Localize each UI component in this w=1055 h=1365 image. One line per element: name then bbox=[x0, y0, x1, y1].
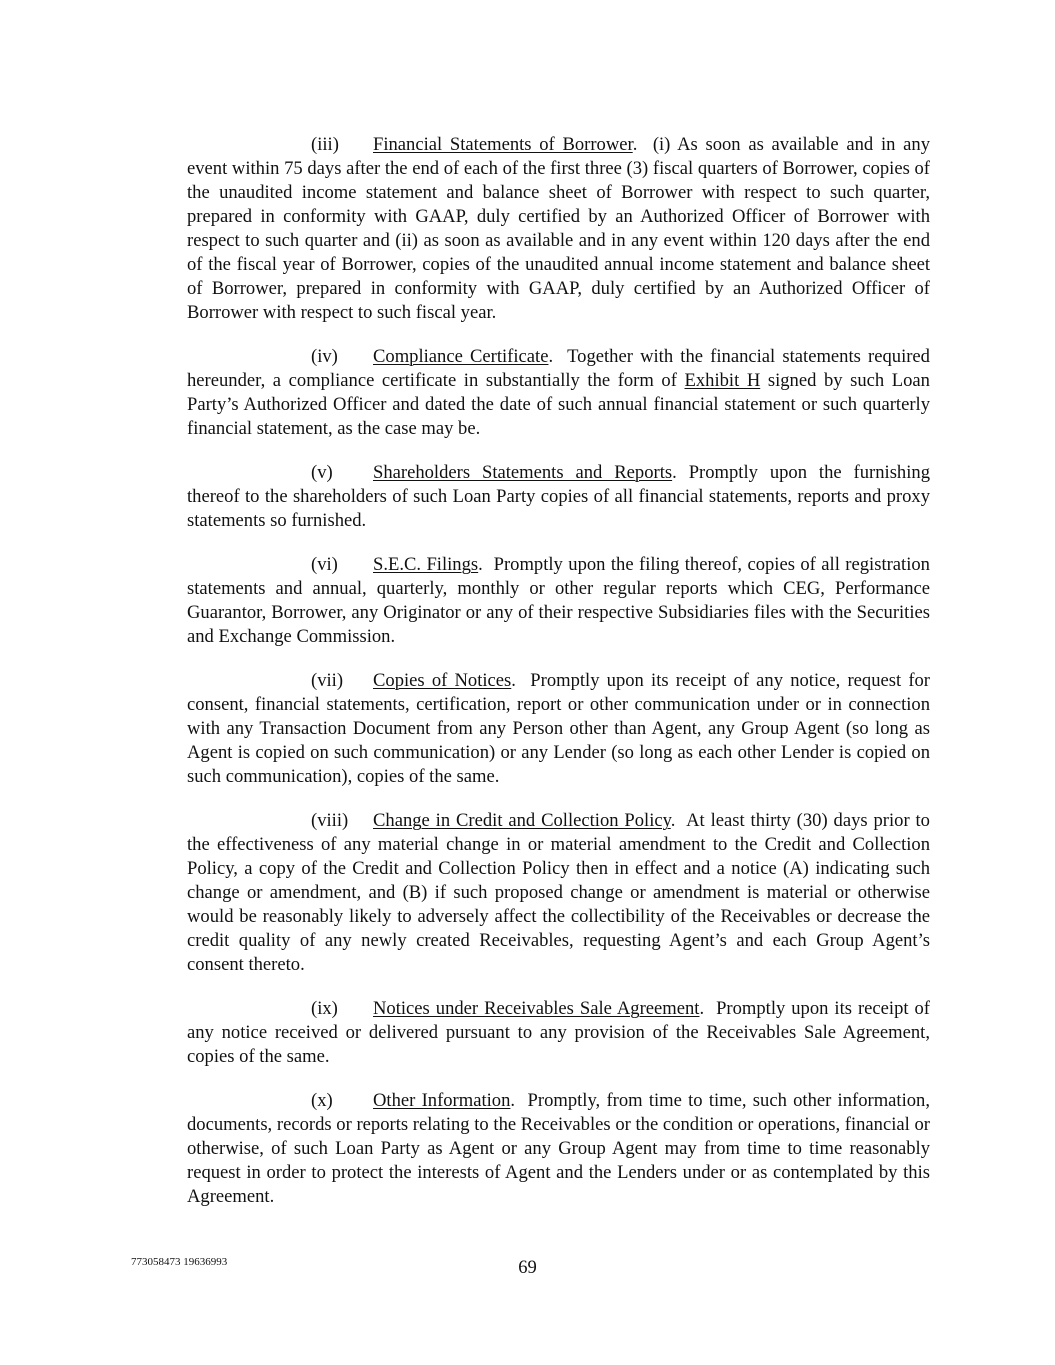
page-number: 69 bbox=[518, 1257, 537, 1278]
paragraph-number: (iv) bbox=[311, 346, 338, 367]
paragraph-heading: Change in Credit and Collection Policy bbox=[373, 810, 671, 831]
document-body bbox=[187, 133, 930, 1229]
paragraph-number: (vii) bbox=[311, 670, 344, 691]
paragraph-vi: (vi) S.E.C. Filings. Promptly upon the filing thereof, copies of all registration statements and annual, quarterly, monthly or other regular reports which CEG, Performance Guarantor, Borrower, any Originator or any of their respective Subsidiaries files with the Securities and Exchange Commission. bbox=[187, 554, 930, 647]
paragraph-text: At least thirty (30) days prior to the effectiveness of any material change in or material amendment to the Credit and Collection Policy, a copy of the Credit and Collection Policy then in effect and a notice (A) indicating such change or amendment, and (B) if such proposed change or amendment is material or otherwise would be reasonably likely to adversely affect the collectibility of the Receivables or decrease the credit quality of any newly created Receivables, requesting Agent’s and each Group Agent’s consent thereto. bbox=[187, 810, 930, 975]
paragraph-number: (x) bbox=[311, 1090, 333, 1111]
paragraph-number: (v) bbox=[311, 462, 333, 483]
paragraph-text: Promptly upon its receipt of any notice received or delivered pursuant to any provision of the Receivables Sale Agreement, copies of the same. bbox=[187, 998, 930, 1067]
paragraph-number: (viii) bbox=[311, 810, 349, 831]
paragraph-text: Promptly, from time to time, such other information, documents, records or reports relating to the Receivables or the condition or operations, financial or otherwise, of such Loan Party as Agent or any Group Agent may from time to time reasonably request in order to protect the interests of Agent and the Lenders under or as contemplated by this Agreement. bbox=[187, 1090, 930, 1207]
paragraph-text: Promptly upon the furnishing thereof to the shareholders of such Loan Party copies of all financial statements, reports and proxy statements so furnished. bbox=[187, 462, 930, 531]
paragraph-text: Promptly upon the filing thereof, copies of all registration statements and annual, quarterly, monthly or other regular reports which CEG, Performance Guarantor, Borrower, any Originator or any of their respective Subsidiaries files with the Securities and Exchange Commission. bbox=[187, 554, 930, 647]
paragraph-v: (v) Shareholders Statements and Reports. Promptly upon the furnishing thereof to the shareholders of such Loan Party copies of all financial statements, reports and proxy statements so furnished. bbox=[187, 462, 930, 531]
paragraph-heading: Notices under Receivables Sale Agreement bbox=[373, 998, 700, 1019]
paragraph-text-continued: signed by such Loan Party’s Authorized Officer and dated the date of such annual financial statement or such quarterly financial statement, as the case may be. bbox=[187, 370, 930, 439]
footer-document-id: 773058473 19636993 bbox=[131, 1256, 228, 1268]
paragraph-heading: S.E.C. Filings bbox=[373, 554, 479, 575]
paragraph-iv: (iv) Compliance Certificate. Together with the financial statements required hereunder, a compliance certificate in substantially the form of Exhibit H signed by such Loan Party’s Authorized Officer and dated the date of such annual financial statement or such quarterly financial statement, as the case may be. bbox=[187, 346, 930, 439]
exhibit-reference: Exhibit H bbox=[684, 370, 761, 391]
paragraph-text: Promptly upon its receipt of any notice, request for consent, financial statements, certification, report or other communication under or in connection with any Transaction Document from any Person other than Agent, any Group Agent (so long as Agent is copied on such communication) or any Lender (so long as each other Lender is copied on such communication), copies of the same. bbox=[187, 670, 930, 787]
paragraph-heading: Financial Statements of Borrower bbox=[373, 134, 633, 155]
paragraph-heading: Copies of Notices bbox=[373, 670, 512, 691]
paragraph-heading: Other Information bbox=[373, 1090, 511, 1111]
paragraph-heading: Compliance Certificate bbox=[373, 346, 549, 367]
paragraph-viii: (viii) Change in Credit and Collection Policy. At least thirty (30) days prior to the effectiveness of any material change in or material amendment to the Credit and Collection Policy, a copy of the Credit and Collection Policy then in effect and a notice (A) indicating such change or amendment, and (B) if such proposed change or amendment is material or otherwise would be reasonably likely to adversely affect the collectibility of the Receivables or decrease the credit quality of any newly created Receivables, requesting Agent’s and each Group Agent’s consent thereto. bbox=[187, 810, 930, 975]
paragraph-iii: (iii) Financial Statements of Borrower. (i) As soon as available and in any event within 75 days after the end of each of the first three (3) fiscal quarters of Borrower, copies of the unaudited income statement and balance sheet of Borrower with respect to such quarter, prepared in conformity with GAAP, duly certified by an Authorized Officer of Borrower with respect to such quarter and (ii) as soon as available and in any event within 120 days after the end of the fiscal year of Borrower, copies of the unaudited annual income statement and balance sheet of Borrower, prepared in conformity with GAAP, duly certified by an Authorized Officer of Borrower with respect to such fiscal year. bbox=[187, 134, 930, 323]
paragraph-ix: (ix) Notices under Receivables Sale Agreement. Promptly upon its receipt of any notice received or delivered pursuant to any provision of the Receivables Sale Agreement, copies of the same. bbox=[187, 998, 930, 1067]
paragraph-heading: Shareholders Statements and Reports bbox=[373, 462, 673, 483]
paragraph-vii: (vii) Copies of Notices. Promptly upon its receipt of any notice, request for consent, financial statements, certification, report or other communication under or in connection with any Transaction Document from any Person other than Agent, any Group Agent (so long as Agent is copied on such communication) or any Lender (so long as each other Lender is copied on such communication), copies of the same. bbox=[187, 670, 930, 787]
paragraph-number: (iii) bbox=[311, 134, 339, 155]
paragraph-number: (vi) bbox=[311, 554, 338, 575]
paragraph-number: (ix) bbox=[311, 998, 338, 1019]
paragraph-text: Together with the financial statements required hereunder, a compliance certificate in substantially the form of bbox=[187, 346, 930, 391]
paragraph-x: (x) Other Information. Promptly, from time to time, such other information, documents, records or reports relating to the Receivables or the condition or operations, financial or otherwise, of such Loan Party as Agent or any Group Agent may from time to time reasonably request in order to protect the interests of Agent and the Lenders under or as contemplated by this Agreement. bbox=[187, 1090, 930, 1207]
paragraph-text: (i) As soon as available and in any event within 75 days after the end of each of the first three (3) fiscal quarters of Borrower, copies of the unaudited income statement and balance sheet of Borrower with respect to such quarter, prepared in conformity with GAAP, duly certified by an Authorized Officer of Borrower with respect to such quarter and (ii) as soon as available and in any event within 120 days after the end of the fiscal year of Borrower, copies of the unaudited annual income statement and balance sheet of Borrower, prepared in conformity with GAAP, duly certified by an Authorized Officer of Borrower with respect to such fiscal year. bbox=[187, 134, 930, 323]
